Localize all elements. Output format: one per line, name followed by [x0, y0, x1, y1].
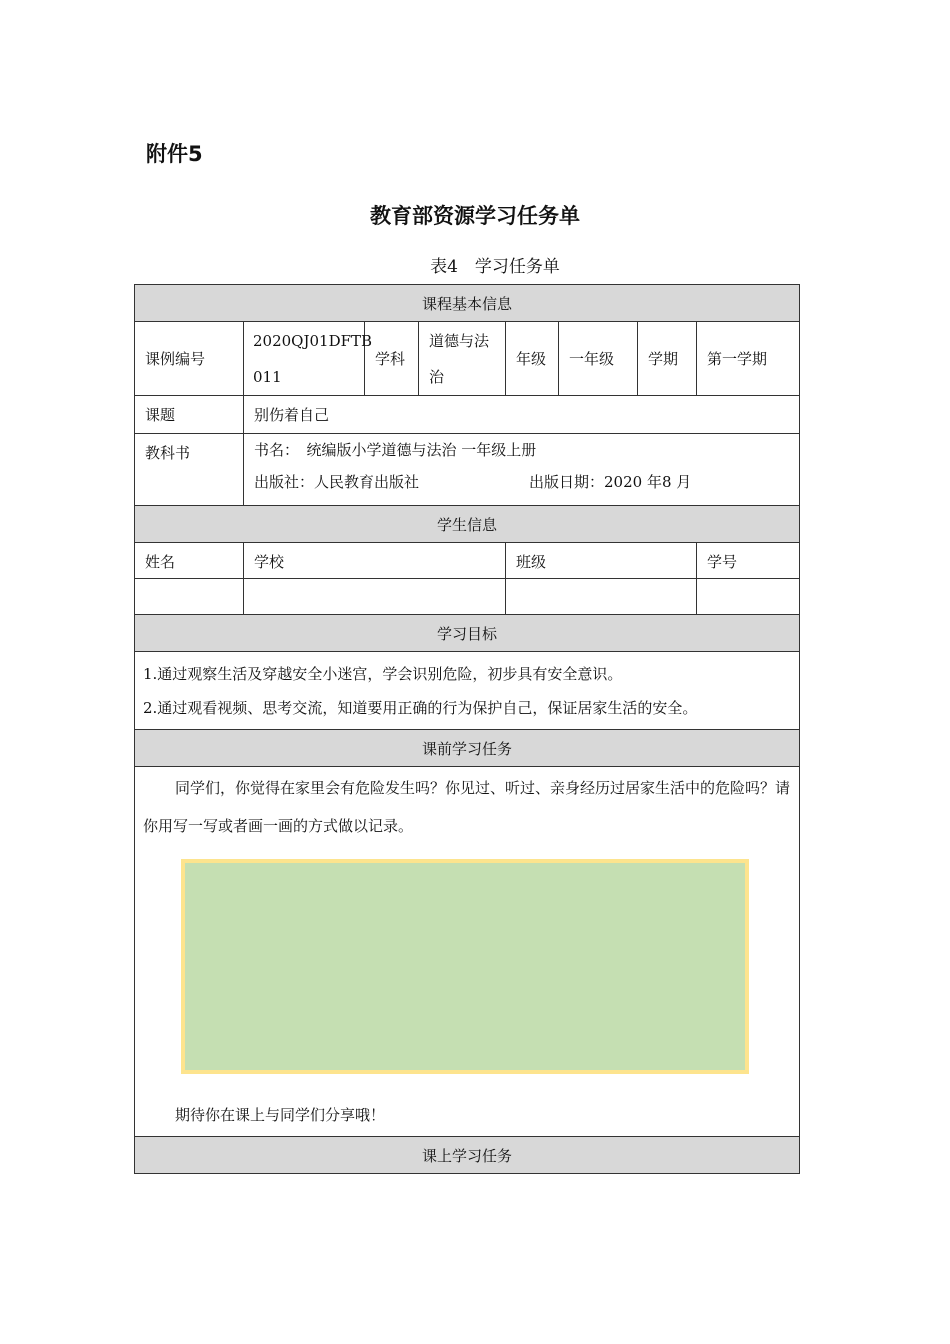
goals-content [135, 652, 800, 730]
pre-class-paragraph: 同学们，你觉得在家里会有危险发生吗？你见过、听过、亲身经历过居家生活中的危险吗？请你用写一写或者画一画的方式做以记录。 [143, 779, 791, 835]
course-id-value [244, 322, 373, 396]
pre-class-closing: 期待你在课上与同学们分享哦！ [175, 1106, 386, 1124]
section-in-class [135, 1137, 800, 1174]
student-school-label: 学校 [244, 543, 506, 579]
drawing-area[interactable] [181, 859, 749, 1074]
section-in-class-title: 课上学习任务 [135, 1137, 800, 1174]
topic-row [135, 396, 800, 434]
student-number-label: 学号 [697, 543, 800, 579]
attachment-label: 附件5 [146, 142, 203, 166]
course-id-line1: 2020QJ01DFTB [253, 331, 373, 350]
goals-row [135, 652, 800, 730]
table-caption: 表4 学习任务单 [430, 257, 560, 277]
publish-date: 出版日期：2020 年8 月 [529, 473, 692, 491]
student-input-row [135, 579, 800, 615]
subject-label: 学科 [365, 322, 419, 396]
section-goals [135, 615, 800, 652]
student-name-label: 姓名 [135, 543, 244, 579]
section-student-info [135, 506, 800, 543]
student-class-field[interactable] [506, 579, 697, 615]
course-basic-row [135, 322, 800, 396]
goal-item-2: 2.通过观看视频、思考交流，知道要用正确的行为保护自己，保证居家生活的安全。 [143, 698, 698, 717]
textbook-label: 教科书 [135, 434, 244, 506]
course-id-line2: 011 [253, 367, 282, 386]
task-sheet-table [134, 284, 800, 1174]
grade-label: 年级 [506, 322, 559, 396]
topic-value: 别伤着自己 [244, 396, 800, 434]
section-pre-class-title: 课前学习任务 [135, 730, 800, 767]
publisher-row [254, 466, 789, 498]
section-pre-class [135, 730, 800, 767]
publisher: 出版社：人民教育出版社 [254, 473, 420, 491]
subject-line1: 道德与法 [429, 331, 490, 350]
student-header-row [135, 543, 800, 579]
subject-value [419, 322, 506, 396]
section-goals-title: 学习目标 [135, 615, 800, 652]
pre-class-row [135, 767, 800, 1137]
book-name: 书名： 统编版小学道德与法治 一年级上册 [254, 441, 537, 459]
pre-class-content [135, 767, 800, 1137]
textbook-info [244, 434, 800, 506]
textbook-row [135, 434, 800, 506]
document-title: 教育部资源学习任务单 [370, 204, 580, 228]
student-school-field[interactable] [244, 579, 506, 615]
grade-value: 一年级 [559, 322, 638, 396]
subject-line2: 治 [429, 367, 445, 386]
section-course-info-title: 课程基本信息 [135, 285, 800, 322]
student-name-field[interactable] [135, 579, 244, 615]
section-course-info [135, 285, 800, 322]
topic-label: 课题 [135, 396, 244, 434]
goal-item-1: 1.通过观察生活及穿越安全小迷宫，学会识别危险，初步具有安全意识。 [143, 664, 623, 683]
course-id-label: 课例编号 [135, 322, 244, 396]
term-label: 学期 [638, 322, 697, 396]
section-student-info-title: 学生信息 [135, 506, 800, 543]
student-number-field[interactable] [697, 579, 800, 615]
student-class-label: 班级 [506, 543, 697, 579]
term-value: 第一学期 [697, 322, 800, 396]
